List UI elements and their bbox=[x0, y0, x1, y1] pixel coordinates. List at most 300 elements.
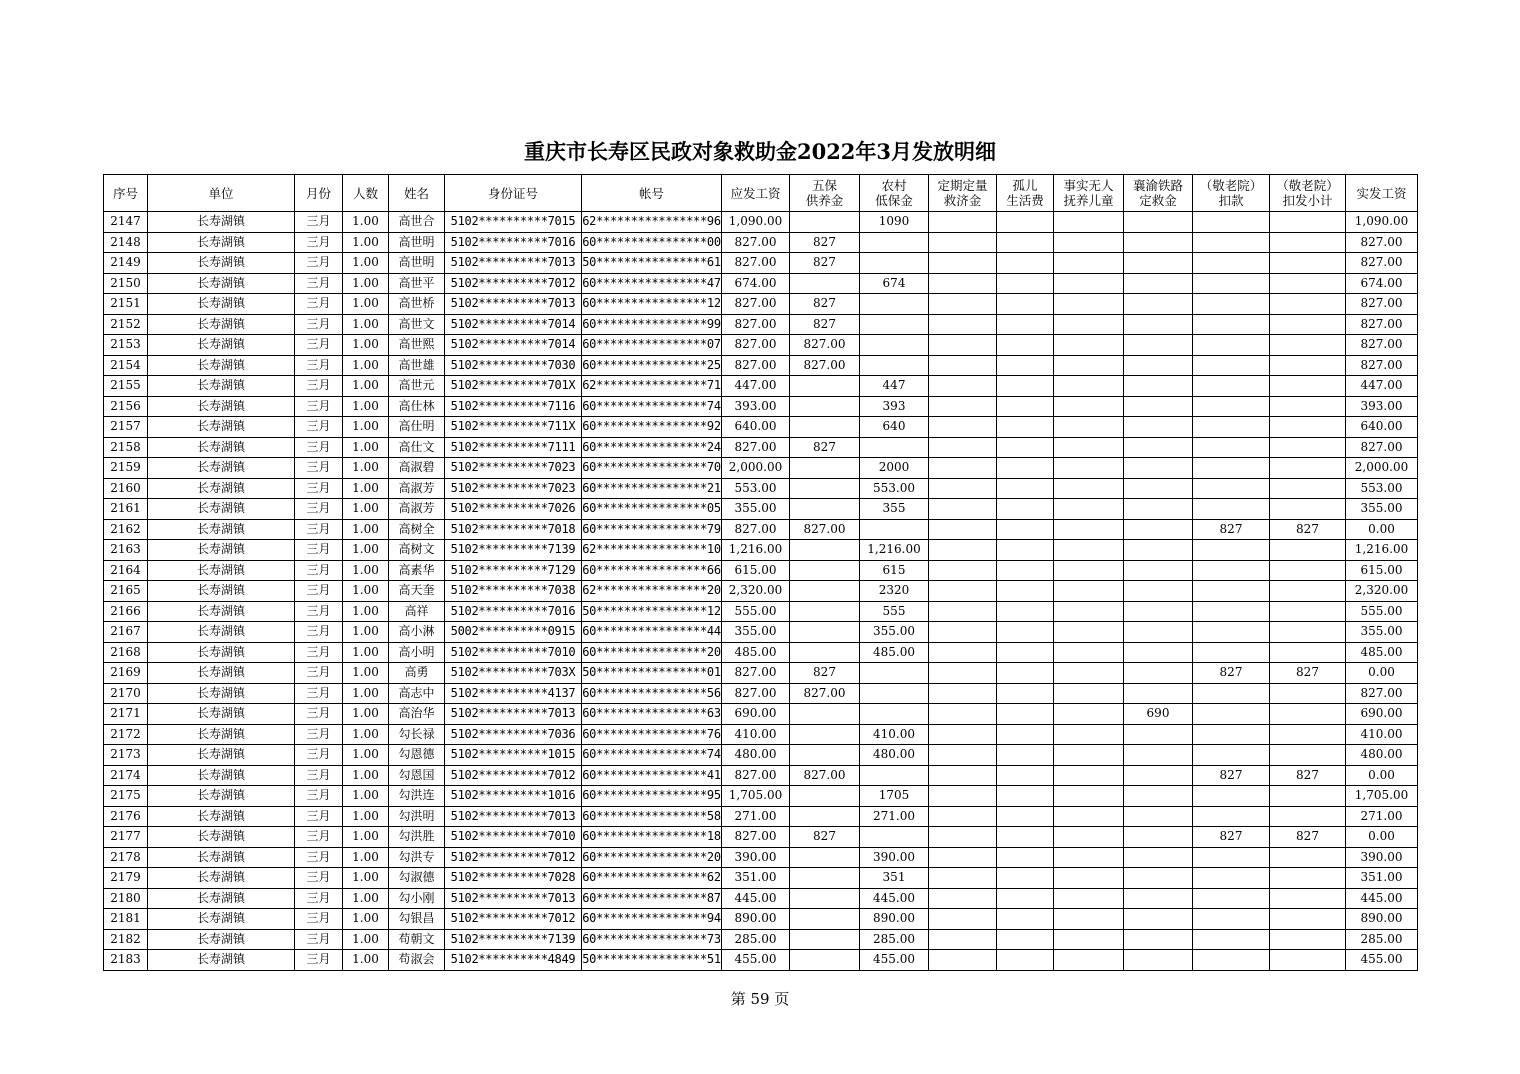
cell-account: 60****************66 bbox=[582, 560, 722, 581]
cell-railway-relief bbox=[1124, 683, 1193, 704]
cell-railway-relief bbox=[1124, 499, 1193, 520]
cell-name: 高世元 bbox=[389, 376, 445, 397]
cell-net-pay: 480.00 bbox=[1346, 745, 1418, 766]
cell-nursing-home-deduction bbox=[1193, 212, 1270, 233]
cell-month: 三月 bbox=[295, 458, 343, 479]
cell-nursing-home-subtotal bbox=[1270, 376, 1346, 397]
cell-payable: 827.00 bbox=[722, 765, 790, 786]
cell-fixed-relief bbox=[929, 478, 997, 499]
cell-orphan-allowance bbox=[997, 212, 1054, 233]
cell-nursing-home-deduction: 827 bbox=[1193, 765, 1270, 786]
cell-seq: 2181 bbox=[104, 909, 148, 930]
cell-name: 高世平 bbox=[389, 273, 445, 294]
cell-nursing-home-subtotal bbox=[1270, 417, 1346, 438]
cell-net-pay: 827.00 bbox=[1346, 437, 1418, 458]
cell-fixed-relief bbox=[929, 663, 997, 684]
relief-fund-table bbox=[103, 174, 1418, 971]
cell-unsupported-child bbox=[1054, 888, 1124, 909]
table-row bbox=[104, 663, 1418, 684]
cell-five-guarantee bbox=[790, 786, 860, 807]
cell-five-guarantee bbox=[790, 847, 860, 868]
cell-count: 1.00 bbox=[343, 560, 389, 581]
cell-orphan-allowance bbox=[997, 683, 1054, 704]
cell-month: 三月 bbox=[295, 745, 343, 766]
cell-nursing-home-deduction bbox=[1193, 581, 1270, 602]
cell-id-number: 5002**********0915 bbox=[445, 622, 582, 643]
cell-rural-subsistence: 390.00 bbox=[860, 847, 929, 868]
cell-five-guarantee: 827.00 bbox=[790, 765, 860, 786]
cell-nursing-home-subtotal bbox=[1270, 355, 1346, 376]
cell-payable: 674.00 bbox=[722, 273, 790, 294]
cell-count: 1.00 bbox=[343, 868, 389, 889]
cell-id-number: 5102**********7139 bbox=[445, 929, 582, 950]
cell-five-guarantee: 827.00 bbox=[790, 683, 860, 704]
cell-seq: 2150 bbox=[104, 273, 148, 294]
cell-unit: 长寿湖镇 bbox=[148, 458, 295, 479]
cell-name: 勾恩国 bbox=[389, 765, 445, 786]
cell-unit: 长寿湖镇 bbox=[148, 950, 295, 971]
cell-net-pay: 0.00 bbox=[1346, 827, 1418, 848]
cell-count: 1.00 bbox=[343, 622, 389, 643]
cell-rural-subsistence: 553.00 bbox=[860, 478, 929, 499]
cell-count: 1.00 bbox=[343, 294, 389, 315]
cell-orphan-allowance bbox=[997, 294, 1054, 315]
cell-unsupported-child bbox=[1054, 212, 1124, 233]
cell-railway-relief bbox=[1124, 396, 1193, 417]
cell-orphan-allowance bbox=[997, 868, 1054, 889]
cell-railway-relief bbox=[1124, 355, 1193, 376]
cell-orphan-allowance bbox=[997, 458, 1054, 479]
cell-orphan-allowance bbox=[997, 355, 1054, 376]
cell-net-pay: 485.00 bbox=[1346, 642, 1418, 663]
cell-id-number: 5102**********7012 bbox=[445, 847, 582, 868]
cell-count: 1.00 bbox=[343, 888, 389, 909]
cell-five-guarantee bbox=[790, 724, 860, 745]
cell-payable: 485.00 bbox=[722, 642, 790, 663]
cell-nursing-home-subtotal: 827 bbox=[1270, 765, 1346, 786]
cell-name: 高树文 bbox=[389, 540, 445, 561]
cell-orphan-allowance bbox=[997, 765, 1054, 786]
table-row bbox=[104, 294, 1418, 315]
cell-unit: 长寿湖镇 bbox=[148, 888, 295, 909]
cell-five-guarantee bbox=[790, 806, 860, 827]
cell-railway-relief bbox=[1124, 847, 1193, 868]
cell-railway-relief bbox=[1124, 232, 1193, 253]
cell-orphan-allowance bbox=[997, 540, 1054, 561]
cell-fixed-relief bbox=[929, 314, 997, 335]
cell-name: 高淑芳 bbox=[389, 499, 445, 520]
cell-unit: 长寿湖镇 bbox=[148, 335, 295, 356]
cell-account: 50****************12 bbox=[582, 601, 722, 622]
cell-unit: 长寿湖镇 bbox=[148, 376, 295, 397]
cell-nursing-home-subtotal: 827 bbox=[1270, 519, 1346, 540]
cell-railway-relief bbox=[1124, 888, 1193, 909]
cell-nursing-home-subtotal bbox=[1270, 868, 1346, 889]
cell-payable: 1,090.00 bbox=[722, 212, 790, 233]
cell-railway-relief bbox=[1124, 786, 1193, 807]
cell-railway-relief bbox=[1124, 458, 1193, 479]
cell-count: 1.00 bbox=[343, 478, 389, 499]
cell-unit: 长寿湖镇 bbox=[148, 294, 295, 315]
cell-unit: 长寿湖镇 bbox=[148, 519, 295, 540]
cell-nursing-home-subtotal bbox=[1270, 232, 1346, 253]
cell-nursing-home-subtotal bbox=[1270, 478, 1346, 499]
cell-orphan-allowance bbox=[997, 909, 1054, 930]
cell-id-number: 5102**********7013 bbox=[445, 888, 582, 909]
cell-account: 62****************96 bbox=[582, 212, 722, 233]
cell-month: 三月 bbox=[295, 888, 343, 909]
cell-rural-subsistence: 480.00 bbox=[860, 745, 929, 766]
cell-fixed-relief bbox=[929, 376, 997, 397]
cell-five-guarantee bbox=[790, 540, 860, 561]
cell-name: 高仕文 bbox=[389, 437, 445, 458]
cell-railway-relief bbox=[1124, 601, 1193, 622]
cell-rural-subsistence: 393 bbox=[860, 396, 929, 417]
cell-net-pay: 455.00 bbox=[1346, 950, 1418, 971]
cell-railway-relief bbox=[1124, 581, 1193, 602]
cell-net-pay: 827.00 bbox=[1346, 335, 1418, 356]
cell-name: 勾淑德 bbox=[389, 868, 445, 889]
cell-month: 三月 bbox=[295, 806, 343, 827]
cell-seq: 2177 bbox=[104, 827, 148, 848]
cell-rural-subsistence: 1705 bbox=[860, 786, 929, 807]
cell-count: 1.00 bbox=[343, 909, 389, 930]
cell-rural-subsistence bbox=[860, 314, 929, 335]
cell-fixed-relief bbox=[929, 212, 997, 233]
cell-railway-relief bbox=[1124, 929, 1193, 950]
cell-month: 三月 bbox=[295, 827, 343, 848]
cell-seq: 2166 bbox=[104, 601, 148, 622]
cell-account: 50****************61 bbox=[582, 253, 722, 274]
cell-fixed-relief bbox=[929, 888, 997, 909]
cell-id-number: 5102**********7028 bbox=[445, 868, 582, 889]
cell-count: 1.00 bbox=[343, 314, 389, 335]
cell-rural-subsistence: 890.00 bbox=[860, 909, 929, 930]
cell-name: 苟朝文 bbox=[389, 929, 445, 950]
cell-rural-subsistence: 1,216.00 bbox=[860, 540, 929, 561]
table-row bbox=[104, 704, 1418, 725]
cell-orphan-allowance bbox=[997, 478, 1054, 499]
cell-rural-subsistence bbox=[860, 827, 929, 848]
cell-railway-relief bbox=[1124, 909, 1193, 930]
cell-fixed-relief bbox=[929, 950, 997, 971]
cell-net-pay: 1,705.00 bbox=[1346, 786, 1418, 807]
cell-fixed-relief bbox=[929, 929, 997, 950]
cell-account: 60****************76 bbox=[582, 724, 722, 745]
cell-name: 高仕明 bbox=[389, 417, 445, 438]
cell-seq: 2182 bbox=[104, 929, 148, 950]
cell-nursing-home-subtotal bbox=[1270, 806, 1346, 827]
cell-five-guarantee bbox=[790, 704, 860, 725]
cell-unsupported-child bbox=[1054, 868, 1124, 889]
cell-orphan-allowance bbox=[997, 786, 1054, 807]
cell-nursing-home-deduction bbox=[1193, 724, 1270, 745]
cell-account: 60****************20 bbox=[582, 642, 722, 663]
cell-month: 三月 bbox=[295, 540, 343, 561]
cell-payable: 480.00 bbox=[722, 745, 790, 766]
cell-railway-relief bbox=[1124, 560, 1193, 581]
cell-net-pay: 447.00 bbox=[1346, 376, 1418, 397]
cell-unsupported-child bbox=[1054, 786, 1124, 807]
cell-unit: 长寿湖镇 bbox=[148, 478, 295, 499]
cell-unit: 长寿湖镇 bbox=[148, 724, 295, 745]
table-row bbox=[104, 253, 1418, 274]
cell-nursing-home-subtotal bbox=[1270, 294, 1346, 315]
table-row bbox=[104, 950, 1418, 971]
cell-month: 三月 bbox=[295, 232, 343, 253]
cell-month: 三月 bbox=[295, 663, 343, 684]
cell-count: 1.00 bbox=[343, 724, 389, 745]
cell-fixed-relief bbox=[929, 704, 997, 725]
cell-id-number: 5102**********7012 bbox=[445, 273, 582, 294]
cell-nursing-home-deduction bbox=[1193, 786, 1270, 807]
cell-orphan-allowance bbox=[997, 519, 1054, 540]
cell-nursing-home-subtotal bbox=[1270, 786, 1346, 807]
cell-unit: 长寿湖镇 bbox=[148, 765, 295, 786]
cell-five-guarantee: 827.00 bbox=[790, 335, 860, 356]
cell-payable: 827.00 bbox=[722, 294, 790, 315]
header-count: 人数 bbox=[343, 175, 389, 212]
cell-five-guarantee: 827 bbox=[790, 437, 860, 458]
cell-unsupported-child bbox=[1054, 806, 1124, 827]
cell-count: 1.00 bbox=[343, 212, 389, 233]
cell-name: 高治华 bbox=[389, 704, 445, 725]
cell-rural-subsistence: 445.00 bbox=[860, 888, 929, 909]
cell-nursing-home-deduction bbox=[1193, 560, 1270, 581]
cell-unsupported-child bbox=[1054, 437, 1124, 458]
cell-unsupported-child bbox=[1054, 581, 1124, 602]
cell-unsupported-child bbox=[1054, 909, 1124, 930]
page-title: 重庆市长寿区民政对象救助金2022年3月发放明细 bbox=[523, 139, 997, 164]
cell-payable: 553.00 bbox=[722, 478, 790, 499]
cell-unit: 长寿湖镇 bbox=[148, 396, 295, 417]
cell-seq: 2179 bbox=[104, 868, 148, 889]
cell-payable: 827.00 bbox=[722, 683, 790, 704]
cell-payable: 271.00 bbox=[722, 806, 790, 827]
cell-count: 1.00 bbox=[343, 335, 389, 356]
cell-id-number: 5102**********7023 bbox=[445, 458, 582, 479]
cell-fixed-relief bbox=[929, 642, 997, 663]
table-row bbox=[104, 642, 1418, 663]
cell-month: 三月 bbox=[295, 929, 343, 950]
header-seq: 序号 bbox=[104, 175, 148, 212]
cell-account: 60****************25 bbox=[582, 355, 722, 376]
cell-railway-relief bbox=[1124, 335, 1193, 356]
cell-count: 1.00 bbox=[343, 232, 389, 253]
cell-payable: 555.00 bbox=[722, 601, 790, 622]
cell-orphan-allowance bbox=[997, 724, 1054, 745]
cell-orphan-allowance bbox=[997, 950, 1054, 971]
cell-rural-subsistence: 2320 bbox=[860, 581, 929, 602]
cell-five-guarantee: 827 bbox=[790, 253, 860, 274]
cell-id-number: 5102**********7014 bbox=[445, 314, 582, 335]
table-header bbox=[104, 175, 1418, 212]
cell-nursing-home-deduction bbox=[1193, 294, 1270, 315]
cell-seq: 2157 bbox=[104, 417, 148, 438]
cell-seq: 2178 bbox=[104, 847, 148, 868]
cell-payable: 615.00 bbox=[722, 560, 790, 581]
cell-seq: 2160 bbox=[104, 478, 148, 499]
header-nursing-home-subtotal: （敬老院） 扣发小计 bbox=[1270, 175, 1346, 212]
cell-unsupported-child bbox=[1054, 253, 1124, 274]
table-row bbox=[104, 786, 1418, 807]
cell-net-pay: 355.00 bbox=[1346, 622, 1418, 643]
cell-payable: 640.00 bbox=[722, 417, 790, 438]
cell-payable: 410.00 bbox=[722, 724, 790, 745]
cell-unsupported-child bbox=[1054, 663, 1124, 684]
cell-name: 高世雄 bbox=[389, 355, 445, 376]
cell-unsupported-child bbox=[1054, 642, 1124, 663]
cell-nursing-home-deduction bbox=[1193, 642, 1270, 663]
table-row bbox=[104, 212, 1418, 233]
cell-month: 三月 bbox=[295, 560, 343, 581]
table-row bbox=[104, 909, 1418, 930]
cell-rural-subsistence bbox=[860, 335, 929, 356]
cell-unit: 长寿湖镇 bbox=[148, 540, 295, 561]
cell-fixed-relief bbox=[929, 355, 997, 376]
cell-railway-relief bbox=[1124, 253, 1193, 274]
cell-nursing-home-subtotal bbox=[1270, 437, 1346, 458]
cell-count: 1.00 bbox=[343, 417, 389, 438]
cell-seq: 2176 bbox=[104, 806, 148, 827]
cell-nursing-home-deduction bbox=[1193, 888, 1270, 909]
cell-unsupported-child bbox=[1054, 294, 1124, 315]
cell-nursing-home-deduction: 827 bbox=[1193, 827, 1270, 848]
cell-orphan-allowance bbox=[997, 827, 1054, 848]
cell-orphan-allowance bbox=[997, 663, 1054, 684]
cell-fixed-relief bbox=[929, 847, 997, 868]
cell-unit: 长寿湖镇 bbox=[148, 601, 295, 622]
table-row bbox=[104, 581, 1418, 602]
cell-net-pay: 2,000.00 bbox=[1346, 458, 1418, 479]
cell-account: 60****************70 bbox=[582, 458, 722, 479]
cell-count: 1.00 bbox=[343, 376, 389, 397]
cell-id-number: 5102**********7016 bbox=[445, 232, 582, 253]
cell-account: 60****************87 bbox=[582, 888, 722, 909]
cell-seq: 2169 bbox=[104, 663, 148, 684]
cell-five-guarantee: 827.00 bbox=[790, 355, 860, 376]
header-unit: 单位 bbox=[148, 175, 295, 212]
cell-count: 1.00 bbox=[343, 847, 389, 868]
cell-rural-subsistence: 485.00 bbox=[860, 642, 929, 663]
cell-name: 高小明 bbox=[389, 642, 445, 663]
cell-unsupported-child bbox=[1054, 950, 1124, 971]
cell-nursing-home-subtotal bbox=[1270, 642, 1346, 663]
cell-nursing-home-subtotal bbox=[1270, 499, 1346, 520]
cell-month: 三月 bbox=[295, 294, 343, 315]
cell-unit: 长寿湖镇 bbox=[148, 847, 295, 868]
cell-payable: 393.00 bbox=[722, 396, 790, 417]
cell-fixed-relief bbox=[929, 560, 997, 581]
cell-orphan-allowance bbox=[997, 581, 1054, 602]
cell-rural-subsistence bbox=[860, 683, 929, 704]
cell-five-guarantee bbox=[790, 478, 860, 499]
cell-seq: 2159 bbox=[104, 458, 148, 479]
cell-rural-subsistence: 555 bbox=[860, 601, 929, 622]
cell-payable: 355.00 bbox=[722, 622, 790, 643]
cell-seq: 2153 bbox=[104, 335, 148, 356]
cell-month: 三月 bbox=[295, 847, 343, 868]
cell-name: 高世明 bbox=[389, 232, 445, 253]
cell-count: 1.00 bbox=[343, 950, 389, 971]
cell-nursing-home-deduction bbox=[1193, 458, 1270, 479]
table-row bbox=[104, 929, 1418, 950]
cell-net-pay: 555.00 bbox=[1346, 601, 1418, 622]
cell-id-number: 5102**********7013 bbox=[445, 253, 582, 274]
cell-count: 1.00 bbox=[343, 499, 389, 520]
cell-account: 60****************12 bbox=[582, 294, 722, 315]
header-id-number: 身份证号 bbox=[445, 175, 582, 212]
cell-account: 60****************94 bbox=[582, 909, 722, 930]
cell-unit: 长寿湖镇 bbox=[148, 929, 295, 950]
cell-month: 三月 bbox=[295, 642, 343, 663]
cell-name: 高世合 bbox=[389, 212, 445, 233]
cell-month: 三月 bbox=[295, 417, 343, 438]
cell-fixed-relief bbox=[929, 786, 997, 807]
cell-fixed-relief bbox=[929, 273, 997, 294]
cell-nursing-home-subtotal: 827 bbox=[1270, 663, 1346, 684]
table-row bbox=[104, 355, 1418, 376]
cell-name: 勾长禄 bbox=[389, 724, 445, 745]
cell-seq: 2168 bbox=[104, 642, 148, 663]
cell-seq: 2152 bbox=[104, 314, 148, 335]
cell-count: 1.00 bbox=[343, 601, 389, 622]
cell-rural-subsistence: 351 bbox=[860, 868, 929, 889]
cell-orphan-allowance bbox=[997, 929, 1054, 950]
cell-account: 62****************10 bbox=[582, 540, 722, 561]
cell-nursing-home-deduction bbox=[1193, 683, 1270, 704]
cell-nursing-home-deduction bbox=[1193, 704, 1270, 725]
header-payable: 应发工资 bbox=[722, 175, 790, 212]
cell-fixed-relief bbox=[929, 458, 997, 479]
cell-unit: 长寿湖镇 bbox=[148, 622, 295, 643]
cell-unsupported-child bbox=[1054, 622, 1124, 643]
cell-nursing-home-deduction bbox=[1193, 806, 1270, 827]
cell-five-guarantee: 827 bbox=[790, 827, 860, 848]
cell-month: 三月 bbox=[295, 273, 343, 294]
cell-seq: 2171 bbox=[104, 704, 148, 725]
cell-net-pay: 827.00 bbox=[1346, 355, 1418, 376]
cell-net-pay: 615.00 bbox=[1346, 560, 1418, 581]
cell-railway-relief bbox=[1124, 540, 1193, 561]
cell-rural-subsistence: 1090 bbox=[860, 212, 929, 233]
cell-count: 1.00 bbox=[343, 540, 389, 561]
cell-five-guarantee: 827 bbox=[790, 294, 860, 315]
cell-five-guarantee: 827 bbox=[790, 663, 860, 684]
cell-net-pay: 827.00 bbox=[1346, 294, 1418, 315]
cell-net-pay: 0.00 bbox=[1346, 663, 1418, 684]
cell-month: 三月 bbox=[295, 396, 343, 417]
cell-seq: 2173 bbox=[104, 745, 148, 766]
cell-month: 三月 bbox=[295, 335, 343, 356]
cell-net-pay: 410.00 bbox=[1346, 724, 1418, 745]
cell-account: 50****************01 bbox=[582, 663, 722, 684]
cell-name: 勾小刚 bbox=[389, 888, 445, 909]
cell-id-number: 5102**********7013 bbox=[445, 704, 582, 725]
cell-net-pay: 445.00 bbox=[1346, 888, 1418, 909]
cell-unit: 长寿湖镇 bbox=[148, 786, 295, 807]
cell-nursing-home-deduction bbox=[1193, 417, 1270, 438]
cell-railway-relief bbox=[1124, 724, 1193, 745]
cell-seq: 2164 bbox=[104, 560, 148, 581]
cell-nursing-home-subtotal bbox=[1270, 273, 1346, 294]
table-row bbox=[104, 724, 1418, 745]
cell-railway-relief bbox=[1124, 950, 1193, 971]
cell-seq: 2149 bbox=[104, 253, 148, 274]
cell-railway-relief bbox=[1124, 622, 1193, 643]
cell-count: 1.00 bbox=[343, 581, 389, 602]
cell-unsupported-child bbox=[1054, 724, 1124, 745]
